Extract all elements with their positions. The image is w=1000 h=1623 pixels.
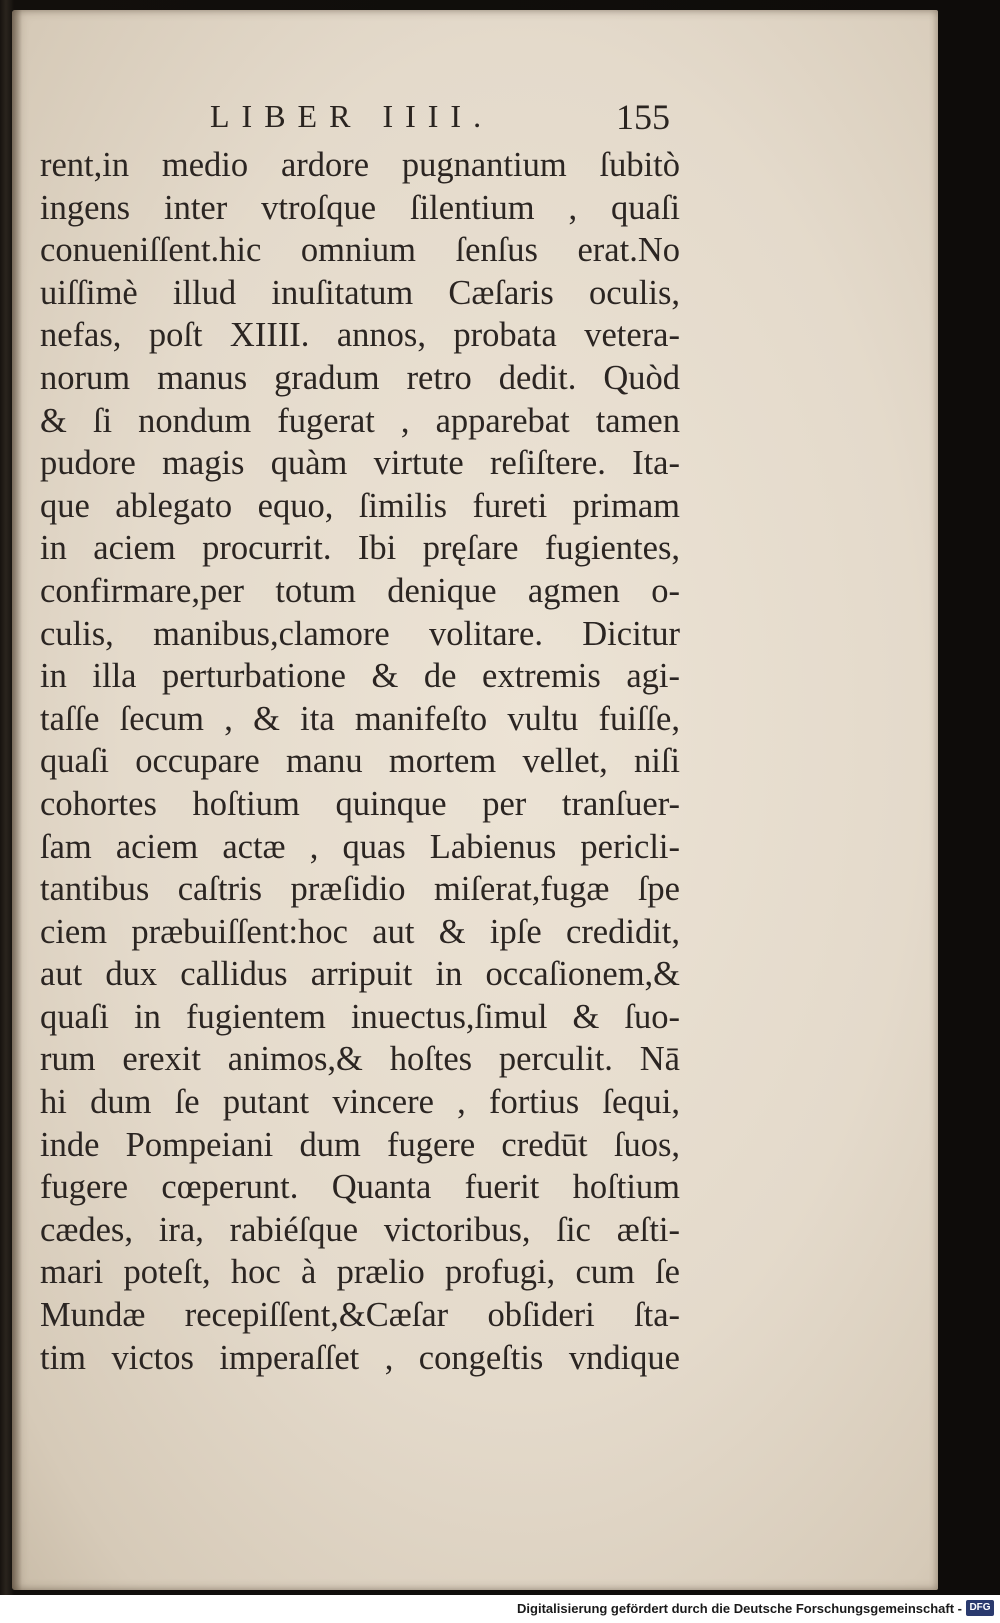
text-line: ciem præbuiſſent:hoc aut & ipſe credidit,	[40, 912, 680, 951]
text-line: quaſi in fugientem inuectus,ſimul & ſuo-	[40, 997, 680, 1036]
running-head: LIBER IIII.	[210, 98, 494, 134]
text-line: tim victos imperaſſet , congeſtis vndique	[40, 1338, 680, 1377]
dfg-logo-icon: DFG	[966, 1600, 994, 1616]
text-line: & ſi nondum fugerat , apparebat tamen	[40, 401, 680, 440]
text-line: Mundæ recepiſſent,&Cæſar obſideri ſta-	[40, 1296, 680, 1335]
text-line: fugere cœperunt. Quanta fuerit hoſtium	[40, 1168, 680, 1207]
text-line: confirmare,per totum denique agmen o-	[40, 571, 680, 610]
text-line: uiſſimè illud inuſitatum Cæſaris oculis,	[40, 273, 680, 312]
text-line: culis, manibus,clamore volitare. Dicitur	[40, 614, 680, 653]
text-line: hi dum ſe putant vincere , fortius ſequi,	[40, 1083, 680, 1122]
text-line: cohortes hoſtium quinque per tranſuer-	[40, 784, 680, 823]
text-line: aut dux callidus arripuit in occaſionem,&	[40, 955, 680, 994]
digitization-footer	[0, 1595, 1000, 1623]
body-text	[40, 144, 680, 1379]
page-spine-shadow	[12, 10, 22, 1590]
text-line: cædes, ira, rabiéſque victoribus, ſic æſti-	[40, 1210, 680, 1249]
text-line: in illa perturbatione & de extremis agi-	[40, 657, 680, 696]
book-page	[12, 10, 938, 1590]
text-line: taſſe ſecum , & ita manifeſto vultu fuiſſe,	[40, 699, 680, 738]
text-line: conueniſſent.hic omnium ſenſus erat.No	[40, 231, 680, 270]
text-line: rent,in medio ardore pugnantium ſubitò	[40, 146, 680, 184]
text-line: pudore magis quàm virtute reſiſtere. Ita-	[40, 444, 680, 483]
text-line: ingens inter vtroſque ſilentium , quaſi	[40, 188, 680, 227]
text-line: quaſi occupare manu mortem vellet, niſi	[40, 742, 680, 781]
text-line: norum manus gradum retro dedit. Quòd	[40, 358, 680, 397]
text-line: rum erexit animos,& hoſtes perculit. Nā	[40, 1040, 680, 1079]
text-line: ſam aciem actæ , quas Labienus pericli-	[40, 827, 680, 866]
text-line: que ablegato equo, ſimilis fureti primam	[40, 486, 680, 525]
text-line: mari poteſt, hoc à prælio profugi, cum ſe	[40, 1253, 680, 1292]
funding-credit: Digitalisierung gefördert durch die Deutsche Forschungsgemeinschaft -	[517, 1601, 962, 1616]
page-number: 155	[616, 97, 670, 137]
text-line: nefas, poſt XIIII. annos, probata vetera-	[40, 316, 680, 355]
text-line: tantibus caſtris præſidio miſerat,fugæ ſpe	[40, 870, 680, 909]
text-line: in aciem procurrit. Ibi pręſare fugientes,	[40, 529, 680, 568]
text-line: inde Pompeiani dum fugere credūt ſuos,	[40, 1125, 680, 1164]
